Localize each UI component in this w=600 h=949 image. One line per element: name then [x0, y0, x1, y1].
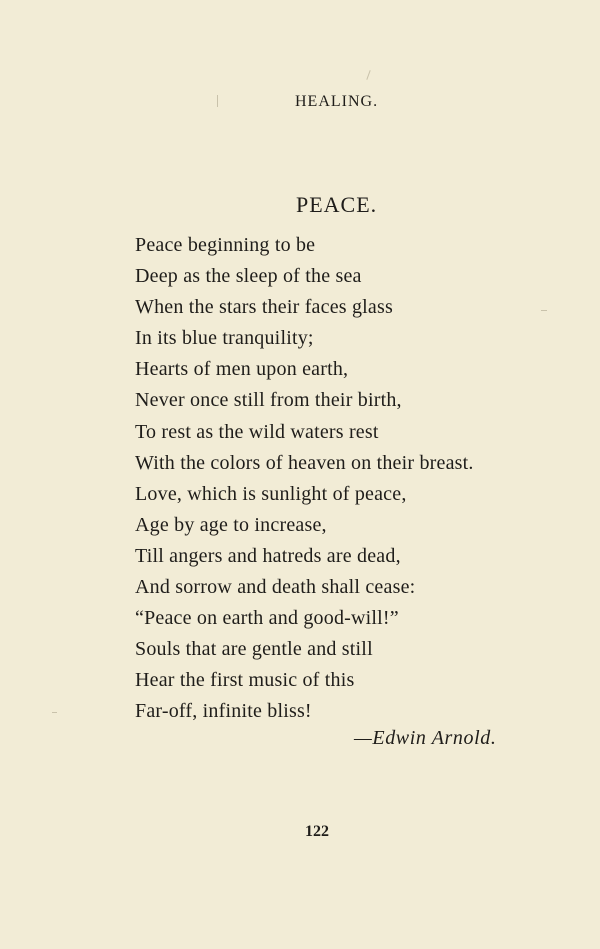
- poem-line: To rest as the wild waters rest: [135, 420, 379, 443]
- poem-line: Hearts of men upon earth,: [135, 358, 349, 381]
- poem-line: In its blue tranquility;: [135, 327, 314, 350]
- poem-body: [135, 230, 575, 728]
- poem-line: When the stars their faces glass: [135, 296, 393, 319]
- poem-line: Age by age to increase,: [135, 513, 327, 536]
- poem-line: Far-off, infinite bliss!: [135, 700, 312, 723]
- page-number: 122: [305, 823, 329, 840]
- paper-mark: [52, 712, 57, 713]
- poem-line: And sorrow and death shall cease:: [135, 576, 416, 599]
- poem-author: —Edwin Arnold.: [354, 727, 497, 749]
- poem-line: Love, which is sunlight of peace,: [135, 482, 407, 505]
- poem-line: With the colors of heaven on their breast.: [135, 451, 474, 474]
- poem-line: “Peace on earth and good-will!”: [135, 607, 399, 630]
- poem-line: Peace beginning to be: [135, 234, 316, 256]
- running-head-text: HEALING.: [295, 93, 379, 110]
- poem-line: Till angers and hatreds are dead,: [135, 544, 401, 567]
- paper-mark: [366, 70, 370, 80]
- poem-title: PEACE.: [296, 192, 378, 217]
- poem-line: Never once still from their birth,: [135, 389, 402, 412]
- poem-line: Deep as the sleep of the sea: [135, 265, 362, 288]
- poem-line: Hear the first music of this: [135, 669, 355, 692]
- paper-mark: [217, 95, 218, 107]
- poem-line: Souls that are gentle and still: [135, 638, 373, 661]
